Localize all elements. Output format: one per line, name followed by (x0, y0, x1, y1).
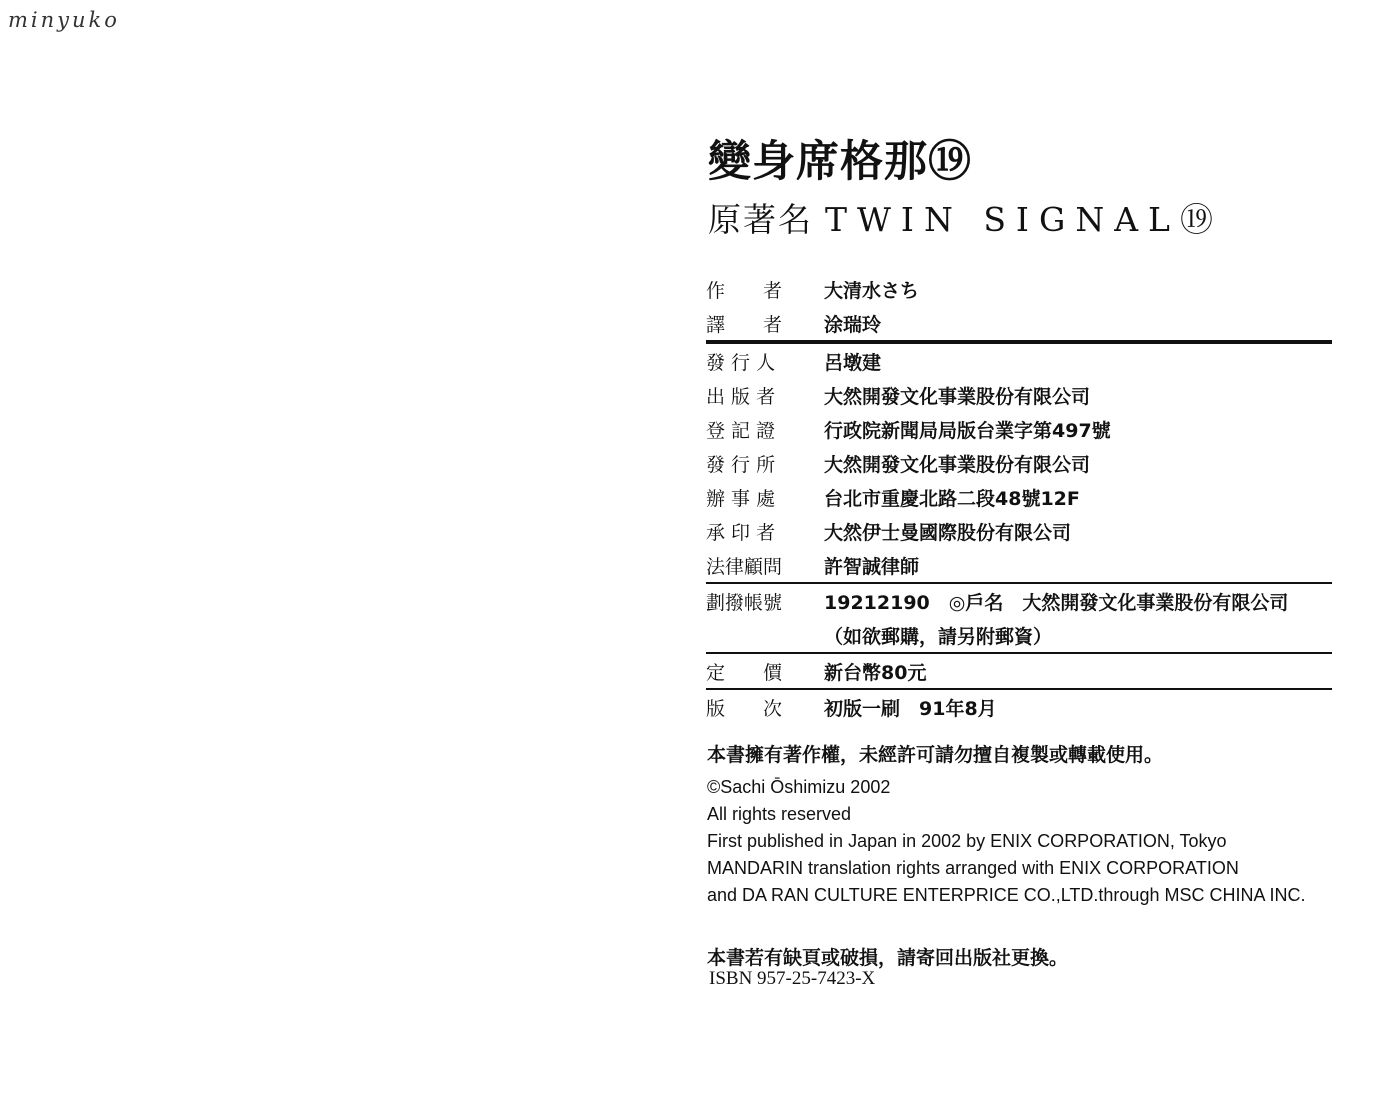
credit-label: 登 記 證 (706, 419, 776, 442)
original-title-prefix: 原著名 (708, 200, 813, 239)
credit-value: 呂墩建 (824, 351, 882, 374)
original-title (708, 198, 1223, 242)
credit-value: 許智誠律師 (824, 555, 920, 578)
credit-label: 劃撥帳號 (706, 591, 783, 614)
credit-row-author (706, 272, 1332, 306)
credits-table (706, 272, 1332, 724)
credit-label: 版 次 (706, 697, 783, 720)
credit-value: 台北市重慶北路二段48號12F (824, 487, 1080, 510)
english-line: All rights reserved (707, 804, 852, 824)
credit-row-edition (706, 690, 1332, 724)
credit-value: 涂瑞玲 (824, 313, 882, 336)
credit-value: 大然開發文化事業股份有限公司 (824, 385, 1091, 408)
credit-row-distributor (706, 446, 1332, 480)
english-line: MANDARIN translation rights arranged with ENIX CORPORATION (707, 858, 1239, 878)
credit-value: 19212190 ◎戶名 大然開發文化事業股份有限公司 (824, 591, 1289, 614)
credit-label: 作 者 (706, 279, 783, 302)
credit-value: 大然伊士曼國際股份有限公司 (824, 521, 1072, 544)
credit-value: 新台幣80元 (824, 661, 927, 684)
credit-value: 行政院新聞局局版台業字第497號 (824, 419, 1111, 442)
book-title: 變身席格那⑲ (708, 137, 972, 187)
credit-label: 法律顧問 (706, 555, 783, 578)
copyright-notice: 本書擁有著作權，未經許可請勿擅自複製或轉載使用。 (707, 744, 1164, 766)
credit-row-price (706, 654, 1332, 688)
watermark-signature: minyuko (8, 8, 120, 32)
isbn: ISBN 957-25-7423-X (709, 968, 876, 989)
english-line: and DA RAN CULTURE ENTERPRICE CO.,LTD.through MSC CHINA INC. (707, 885, 1306, 905)
credit-row-mail-order-note (706, 618, 1332, 652)
credit-value: 大然開發文化事業股份有限公司 (824, 453, 1091, 476)
credit-row-publisher (706, 378, 1332, 412)
credit-label: 發 行 所 (706, 453, 776, 476)
credit-label: 出 版 者 (706, 385, 776, 408)
credit-row-office (706, 480, 1332, 514)
credit-row-legal (706, 548, 1332, 582)
credit-label: 定 價 (706, 661, 783, 684)
english-line: ©Sachi Ōshimizu 2002 (707, 777, 891, 797)
credit-row-publisher-person (706, 344, 1332, 378)
credit-label: 承 印 者 (706, 521, 776, 544)
credit-row-registration (706, 412, 1332, 446)
credit-row-printer (706, 514, 1332, 548)
credit-label: 譯 者 (706, 313, 783, 336)
credit-value: （如欲郵購，請另附郵資） (824, 625, 1053, 648)
credit-label: 發 行 人 (706, 351, 776, 374)
original-title-name: TWIN SIGNAL⑲ (825, 200, 1223, 239)
credit-row-account (706, 584, 1332, 618)
credit-label: 辦 事 處 (706, 487, 776, 510)
credit-value: 初版一刷 91年8月 (824, 697, 997, 720)
credit-value: 大清水さち (824, 279, 920, 302)
english-line: First published in Japan in 2002 by ENIX CORPORATION, Tokyo (707, 831, 1227, 851)
english-copyright-block (707, 774, 1305, 909)
credit-row-translator (706, 306, 1332, 340)
defect-notice: 本書若有缺頁或破損，請寄回出版社更換。 (707, 947, 1069, 969)
